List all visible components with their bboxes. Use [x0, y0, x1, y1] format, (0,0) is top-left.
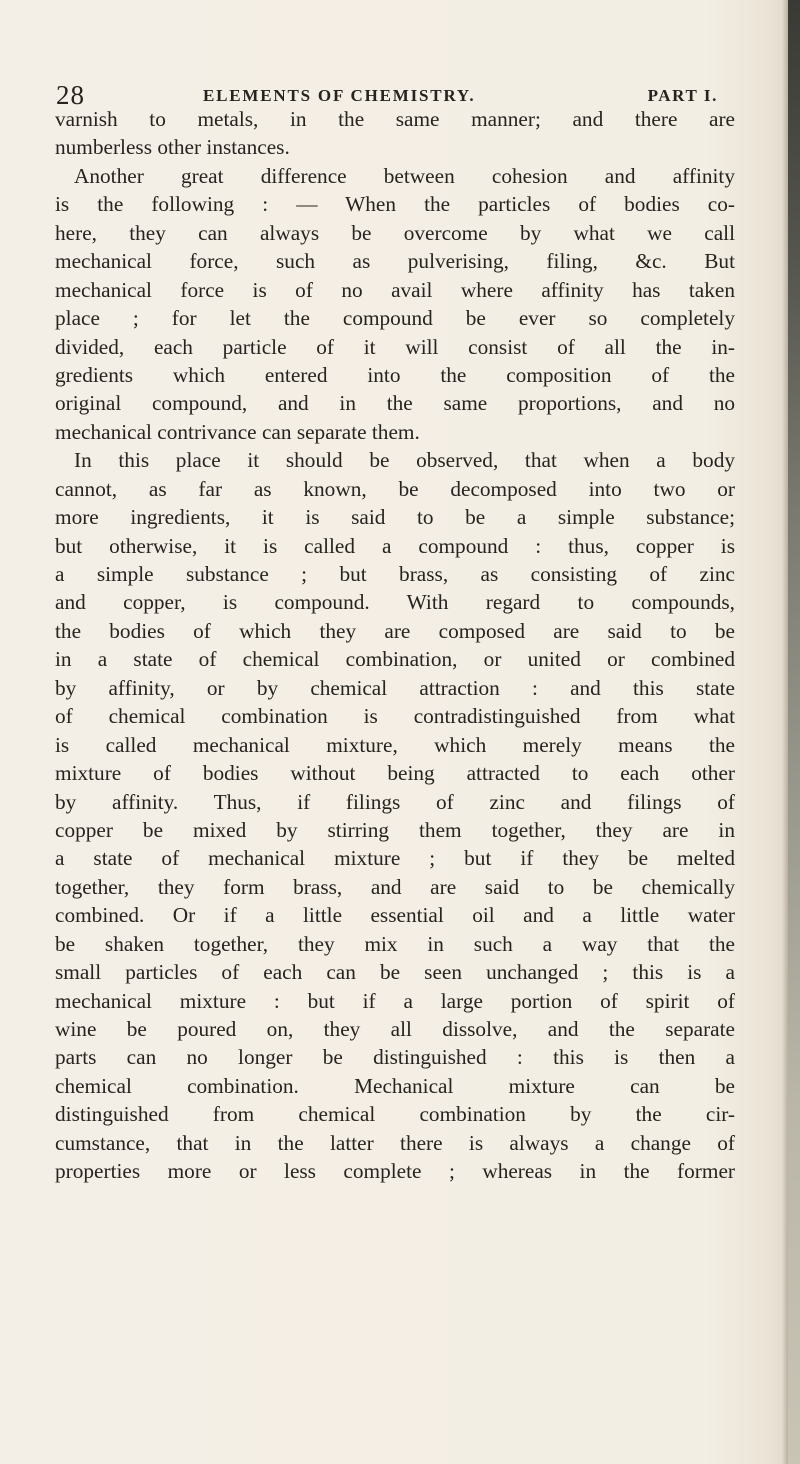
text-line: In this place it should be observed, that when a body — [74, 448, 735, 473]
text-line: copper be mixed by stirring them together, they are in — [55, 817, 735, 842]
text-line: numberless other instances. — [55, 135, 290, 160]
text-line: mixture of bodies without being attracted to each other — [55, 761, 735, 786]
text-line: properties more or less complete ; whereas in the former — [55, 1159, 735, 1184]
text-line: place ; for let the compound be ever so completely — [55, 306, 735, 331]
text-line: by affinity, or by chemical attraction : and this state — [55, 675, 735, 700]
text-line: parts can no longer be distinguished : this is then a — [55, 1045, 735, 1070]
text-line: distinguished from chemical combination by the cir- — [55, 1102, 735, 1127]
text-line: here, they can always be overcome by what we call — [55, 220, 735, 245]
text-line: cannot, as far as known, be decomposed into two or — [55, 476, 735, 501]
part-label: PART I. — [647, 86, 718, 105]
text-line: a simple substance ; but brass, as consisting of zinc — [55, 562, 735, 586]
text-line: the bodies of which they are composed are said to be — [55, 618, 735, 643]
page-number: 28 — [56, 80, 85, 110]
text-line: wine be poured on, they all dissolve, and the separate — [55, 1017, 735, 1041]
text-line: but otherwise, it is called a compound : thus, copper is — [55, 533, 735, 558]
text-line: divided, each particle of it will consist of all the in- — [55, 334, 735, 359]
book-spine-edge — [788, 0, 800, 1464]
running-title: ELEMENTS OF CHEMISTRY. — [203, 86, 476, 105]
text-line: chemical combination. Mechanical mixture can be — [55, 1073, 735, 1098]
text-line: combined. Or if a little essential oil and a little water — [55, 903, 735, 928]
text-line: small particles of each can be seen unchanged ; this is a — [55, 960, 735, 985]
text-line: varnish to metals, in the same manner; and there are — [55, 107, 735, 131]
text-line: mechanical force, such as pulverising, filing, &c. But — [55, 249, 735, 274]
text-line: mechanical force is of no avail where affinity has taken — [55, 277, 735, 302]
text-line: gredients which entered into the composition of the — [55, 362, 735, 387]
text-line: by affinity. Thus, if filings of zinc and filings of — [55, 789, 735, 814]
text-line: is the following : — When the particles of bodies co- — [55, 192, 735, 217]
text-line: mechanical mixture : but if a large portion of spirit of — [55, 988, 735, 1013]
body-text — [55, 105, 735, 1186]
text-line: be shaken together, they mix in such a way that the — [55, 931, 735, 956]
text-line: cumstance, that in the latter there is always a change of — [55, 1130, 735, 1155]
text-line: more ingredients, it is said to be a simple substance; — [55, 505, 735, 530]
text-line: a state of mechanical mixture ; but if they be melted — [55, 846, 735, 871]
text-line: original compound, and in the same proportions, and no — [55, 391, 735, 416]
text-line: together, they form brass, and are said to be chemically — [55, 874, 735, 899]
text-line: of chemical combination is contradistinguished from what — [55, 704, 735, 729]
text-line: is called mechanical mixture, which merely means the — [55, 732, 735, 757]
text-line: Another great difference between cohesion and affinity — [74, 163, 735, 188]
text-line: mechanical contrivance can separate them. — [55, 419, 420, 444]
text-line: in a state of chemical combination, or united or combined — [55, 647, 735, 672]
text-line: and copper, is compound. With regard to compounds, — [55, 590, 735, 615]
